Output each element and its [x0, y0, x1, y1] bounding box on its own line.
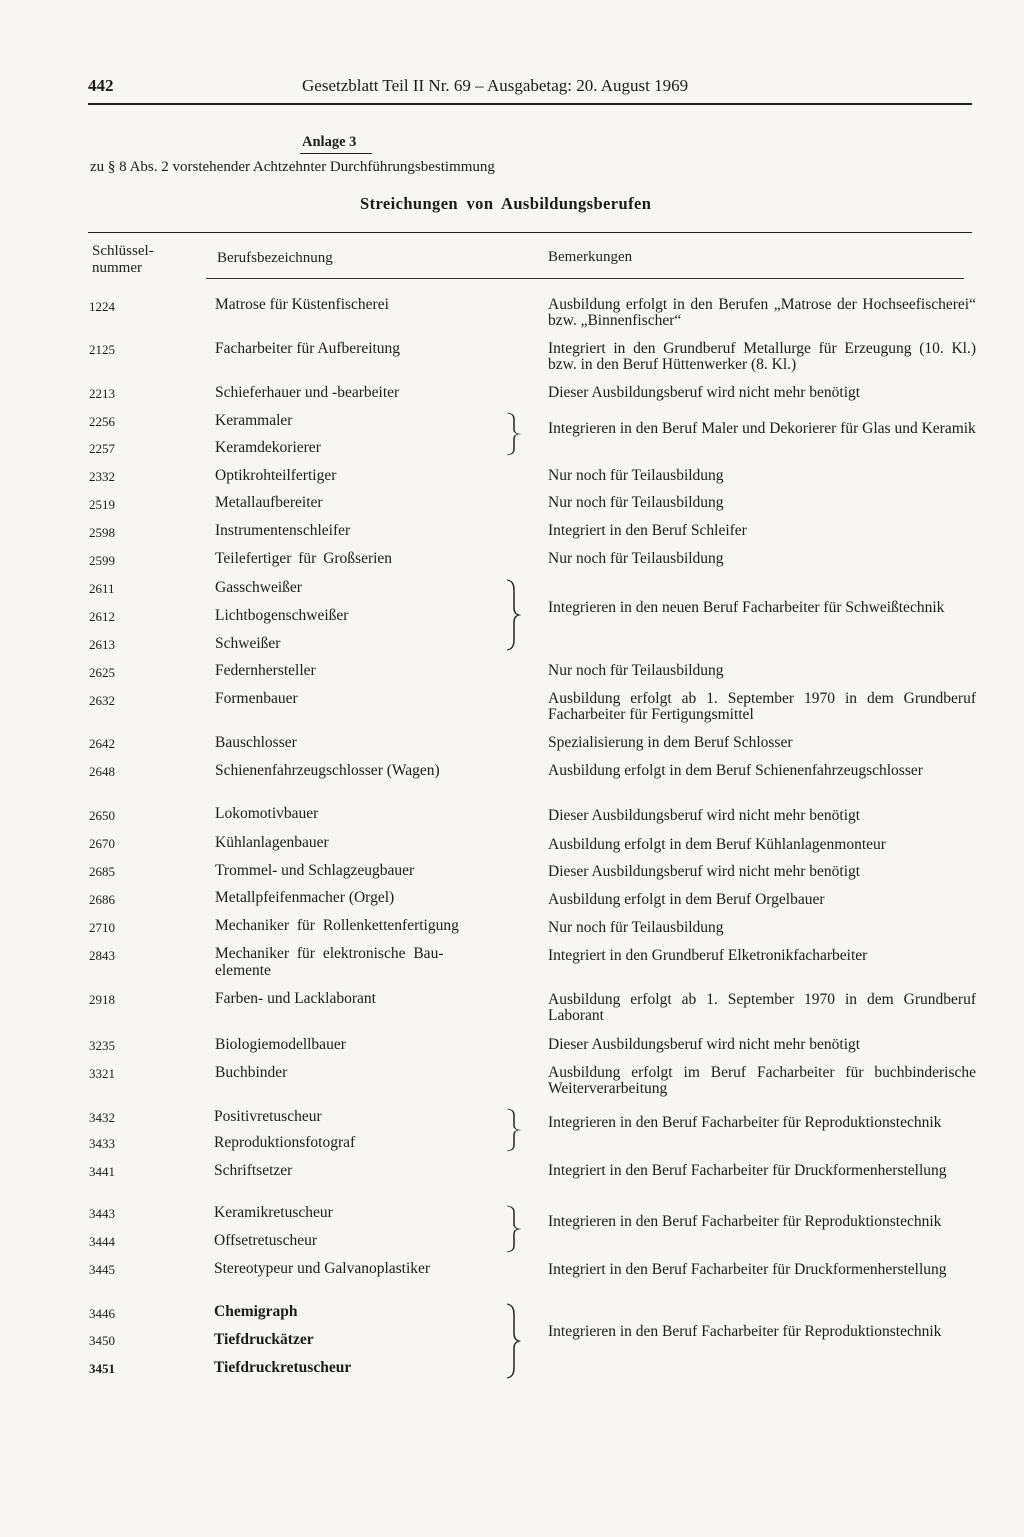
code-2519: 2519 [89, 497, 115, 512]
remark: Dieser Ausbildungsberuf wird nicht mehr benötigt [548, 807, 861, 824]
job-3444: Offsetretuscheur [214, 1232, 318, 1249]
code-2686: 2686 [89, 892, 115, 907]
remark: Dieser Ausbildungsberuf wird nicht mehr benötigt [548, 863, 861, 880]
anlage-underline [300, 153, 372, 154]
code-2918: 2918 [89, 992, 115, 1007]
job-3450: Tiefdruckätzer [214, 1331, 314, 1348]
group-brace [504, 580, 520, 650]
job-2598: Instrumentenschleifer [215, 522, 351, 539]
remark: Nur noch für Teilausbildung [548, 550, 724, 567]
code-3450: 3450 [89, 1333, 115, 1348]
code-2599: 2599 [89, 553, 115, 568]
job-3441: Schriftsetzer [214, 1162, 293, 1179]
code-2613: 2613 [89, 637, 115, 652]
job-2685: Trommel- und Schlagzeugbauer [215, 862, 415, 879]
page-number: 442 [88, 76, 114, 95]
code-2332: 2332 [89, 469, 115, 484]
code-3444: 3444 [89, 1234, 115, 1249]
code-2648: 2648 [89, 764, 115, 779]
code-2710: 2710 [89, 920, 115, 935]
header-code-line1: Schlüssel- [92, 243, 154, 259]
group-brace [504, 1109, 520, 1151]
job-2843-line2: elemente [215, 962, 271, 979]
remark: Integrieren in den Beruf Maler und Dekorierer für Glas und Keramik [548, 420, 976, 437]
code-2625: 2625 [89, 665, 115, 680]
remark: Integriert in den Grundberuf Metallurge für Erzeugung (10. Kl.) bzw. in den Beruf Hüttenwerker (8. Kl.) [548, 340, 976, 373]
table-top-rule [88, 232, 972, 233]
job-3433: Reproduktionsfotograf [214, 1134, 356, 1151]
job-3445: Stereotypeur und Galvanoplastiker [214, 1260, 431, 1277]
code-2632: 2632 [89, 693, 115, 708]
job-2613: Schweißer [215, 635, 281, 652]
remark: Nur noch für Teilausbildung [548, 919, 724, 936]
code-2125: 2125 [89, 342, 115, 357]
job-2632: Formenbauer [215, 690, 298, 707]
job-2599: Teilefertiger für Großserien [215, 550, 393, 567]
code-3432: 3432 [89, 1110, 115, 1125]
remark: Integriert in den Beruf Facharbeiter für Druckformenherstellung [548, 1261, 947, 1278]
job-2918: Farben- und Lacklaborant [215, 990, 376, 1007]
remark: Dieser Ausbildungsberuf wird nicht mehr benötigt [548, 384, 861, 401]
job-2125: Facharbeiter für Aufbereitung [215, 340, 401, 357]
job-2256: Kerammaler [215, 412, 293, 429]
code-2213: 2213 [89, 386, 115, 401]
remark: Ausbildung erfolgt in dem Beruf Orgelbauer [548, 891, 825, 908]
remark: Integriert in den Beruf Schleifer [548, 522, 747, 539]
job-2625: Federnhersteller [215, 662, 316, 679]
job-2519: Metallaufbereiter [215, 494, 323, 511]
remark: Dieser Ausbildungsberuf wird nicht mehr benötigt [548, 1036, 861, 1053]
job-3235: Biologiemodellbauer [215, 1036, 346, 1053]
anlage-label: Anlage 3 [302, 134, 357, 150]
code-3441: 3441 [89, 1164, 115, 1179]
remark: Integrieren in den Beruf Facharbeiter für Reproduktionstechnik [548, 1323, 942, 1340]
job-2650: Lokomotivbauer [215, 805, 319, 822]
remark: Ausbildung erfolgt ab 1. September 1970 in dem Grundberuf Facharbeiter für Fertigungsmittel [548, 690, 976, 723]
job-3443: Keramikretuscheur [214, 1204, 333, 1221]
job-2257: Keramdekorierer [215, 439, 321, 456]
group-brace [504, 413, 520, 455]
code-3321: 3321 [89, 1066, 115, 1081]
code-2612: 2612 [89, 609, 115, 624]
job-2612: Lichtbogenschweißer [215, 607, 349, 624]
remark: Ausbildung erfolgt in dem Beruf Schienenfahrzeugschlosser [548, 762, 923, 779]
code-2650: 2650 [89, 808, 115, 823]
job-2332: Optikrohteilfertiger [215, 467, 337, 484]
job-2686: Metallpfeifenmacher (Orgel) [215, 889, 395, 906]
header-remark: Bemerkungen [548, 249, 633, 265]
remark: Integriert in den Grundberuf Elketronikfacharbeiter [548, 947, 868, 964]
job-2642: Bauschlosser [215, 734, 297, 751]
job-3451: Tiefdruckretuscheur [214, 1359, 352, 1376]
table-header-rule [206, 278, 964, 279]
job-2648: Schienenfahrzeugschlosser (Wagen) [215, 762, 440, 779]
code-2670: 2670 [89, 836, 115, 851]
job-3446: Chemigraph [214, 1303, 298, 1320]
remark: Nur noch für Teilausbildung [548, 662, 724, 679]
header-rule [88, 103, 972, 105]
anlage-reference: zu § 8 Abs. 2 vorstehender Achtzehnter Durchführungsbestimmung [90, 159, 495, 175]
remark: Integrieren in den Beruf Facharbeiter für Reproduktionstechnik [548, 1213, 942, 1230]
remark: Ausbildung erfolgt in dem Beruf Kühlanlagenmonteur [548, 836, 886, 853]
remark: Ausbildung erfolgt im Beruf Facharbeiter für buchbinderische Weiterverarbeitung [548, 1064, 976, 1097]
job-1224: Matrose für Küstenfischerei [215, 296, 389, 313]
remark: Ausbildung erfolgt ab 1. September 1970 in dem Grundberuf Laborant [548, 991, 976, 1024]
job-2213: Schieferhauer und -bearbeiter [215, 384, 400, 401]
header-code-line2: nummer [92, 260, 142, 276]
code-2843: 2843 [89, 948, 115, 963]
code-3445: 3445 [89, 1262, 115, 1277]
group-brace [504, 1304, 520, 1378]
remark: Spezialisierung in dem Beruf Schlosser [548, 734, 793, 751]
remark: Integrieren in den Beruf Facharbeiter für Reproduktionstechnik [548, 1114, 942, 1131]
code-1224: 1224 [89, 299, 115, 314]
code-2611: 2611 [89, 581, 115, 596]
remark: Nur noch für Teilausbildung [548, 467, 724, 484]
gazette-title: Gesetzblatt Teil II Nr. 69 – Ausgabetag: 20. August 1969 [302, 76, 689, 95]
remark: Nur noch für Teilausbildung [548, 494, 724, 511]
code-3451: 3451 [89, 1361, 115, 1376]
job-3432: Positivretuscheur [214, 1108, 322, 1125]
code-3235: 3235 [89, 1038, 115, 1053]
job-3321: Buchbinder [215, 1064, 288, 1081]
code-3443: 3443 [89, 1206, 115, 1221]
section-title: Streichungen von Ausbildungsberufen [360, 194, 652, 213]
remark: Integrieren in den neuen Beruf Facharbeiter für Schweißtechnik [548, 599, 945, 616]
code-3433: 3433 [89, 1136, 115, 1151]
job-2670: Kühlanlagenbauer [215, 834, 329, 851]
code-2257: 2257 [89, 441, 115, 456]
remark: Ausbildung erfolgt in den Berufen „Matrose der Hochseefischerei“ bzw. „Binnenfischer“ [548, 296, 976, 329]
job-2710: Mechaniker für Rollenkettenfertigung [215, 917, 459, 934]
job-2843-line1: Mechaniker für elektronische Bau- [215, 945, 444, 962]
job-2611: Gasschweißer [215, 579, 302, 596]
code-2598: 2598 [89, 525, 115, 540]
code-2642: 2642 [89, 736, 115, 751]
code-3446: 3446 [89, 1306, 115, 1321]
code-2256: 2256 [89, 414, 115, 429]
header-job: Berufsbezeichnung [217, 250, 333, 266]
remark: Integriert in den Beruf Facharbeiter für Druckformenherstellung [548, 1162, 947, 1179]
group-brace [504, 1206, 520, 1252]
code-2685: 2685 [89, 864, 115, 879]
